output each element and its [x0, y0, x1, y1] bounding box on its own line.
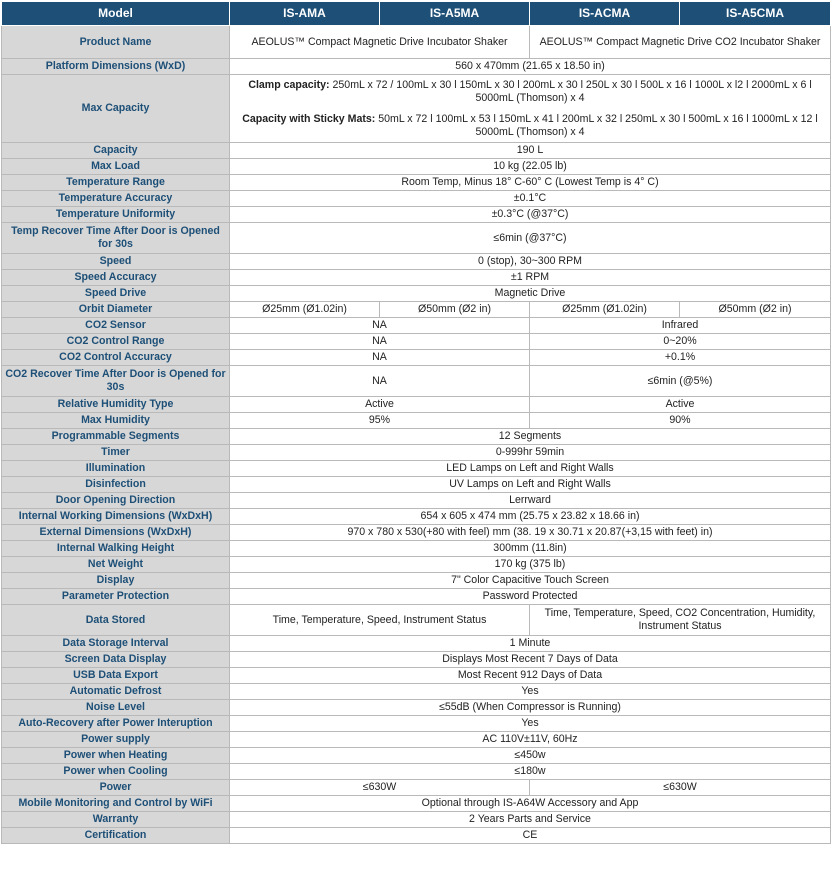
table-row	[2, 668, 831, 684]
table-row	[2, 175, 831, 191]
model-is-a5ma: IS-A5MA	[380, 2, 530, 26]
row-label: Temperature Range	[2, 175, 230, 191]
row-value: Magnetic Drive	[230, 286, 831, 302]
spec-table	[1, 1, 831, 844]
row-value: ±0.1°C	[230, 191, 831, 207]
row-value: 1 Minute	[230, 636, 831, 652]
row-value: ±0.3°C (@37°C)	[230, 207, 831, 223]
row-label: Timer	[2, 445, 230, 461]
row-value: CE	[230, 828, 831, 844]
table-row	[2, 413, 831, 429]
table-row	[2, 477, 831, 493]
row-value: Infrared	[530, 318, 831, 334]
row-label: Automatic Defrost	[2, 684, 230, 700]
table-row	[2, 207, 831, 223]
table-row	[2, 26, 831, 59]
row-value: 12 Segments	[230, 429, 831, 445]
model-is-acma: IS-ACMA	[530, 2, 680, 26]
row-label: Certification	[2, 828, 230, 844]
row-label: Power supply	[2, 732, 230, 748]
row-value: 0 (stop), 30~300 RPM	[230, 254, 831, 270]
table-row	[2, 75, 831, 143]
table-row	[2, 159, 831, 175]
table-row	[2, 557, 831, 573]
table-row	[2, 493, 831, 509]
row-label: Temperature Accuracy	[2, 191, 230, 207]
row-label: Internal Working Dimensions (WxDxH)	[2, 509, 230, 525]
row-label: Speed Drive	[2, 286, 230, 302]
row-label: Temperature Uniformity	[2, 207, 230, 223]
row-label: Data Stored	[2, 605, 230, 636]
row-label: Illumination	[2, 461, 230, 477]
row-value: 970 x 780 x 530(+80 with feel) mm (38. 19 x 30.71 x 20.87(+3,15 with feet) in)	[230, 525, 831, 541]
model-is-ama: IS-AMA	[230, 2, 380, 26]
row-label: CO2 Control Range	[2, 334, 230, 350]
row-label: Relative Humidity Type	[2, 397, 230, 413]
row-label: Noise Level	[2, 700, 230, 716]
row-value: 10 kg (22.05 lb)	[230, 159, 831, 175]
row-label: Parameter Protection	[2, 589, 230, 605]
max-capacity-value	[230, 75, 831, 143]
row-label: Door Opening Direction	[2, 493, 230, 509]
row-value: 560 x 470mm (21.65 x 18.50 in)	[230, 59, 831, 75]
sticky-capacity-value: 50mL x 72 l 100mL x 53 l 150mL x 41 l 200mL x 32 l 250mL x 30 l 500mL x 16 l 1000mL x 12 l 5000mL (Thomson) x 4	[378, 112, 818, 138]
row-value: 95%	[230, 413, 530, 429]
row-value: Room Temp, Minus 18° C-60° C (Lowest Temp is 4° C)	[230, 175, 831, 191]
row-value: +0.1%	[530, 350, 831, 366]
row-label: Product Name	[2, 26, 230, 59]
row-value: 190 L	[230, 143, 831, 159]
row-value: ≤630W	[230, 780, 530, 796]
row-label: Max Capacity	[2, 75, 230, 143]
row-value: NA	[230, 334, 530, 350]
table-row	[2, 764, 831, 780]
table-row	[2, 191, 831, 207]
row-label: Orbit Diameter	[2, 302, 230, 318]
row-value: Active	[230, 397, 530, 413]
sticky-capacity-label: Capacity with Sticky Mats:	[242, 112, 376, 125]
row-value: ≤6min (@5%)	[530, 366, 831, 397]
table-row	[2, 573, 831, 589]
row-label: Disinfection	[2, 477, 230, 493]
row-value: ≤450w	[230, 748, 831, 764]
row-value: 654 x 605 x 474 mm (25.75 x 23.82 x 18.66 in)	[230, 509, 831, 525]
row-label: Power	[2, 780, 230, 796]
table-row	[2, 318, 831, 334]
row-label: External Dimensions (WxDxH)	[2, 525, 230, 541]
table-row	[2, 605, 831, 636]
row-value: Yes	[230, 684, 831, 700]
model-header: Model	[2, 2, 230, 26]
row-label: Internal Walking Height	[2, 541, 230, 557]
row-value: 2 Years Parts and Service	[230, 812, 831, 828]
row-label: CO2 Sensor	[2, 318, 230, 334]
row-value: Lerrward	[230, 493, 831, 509]
row-value: 0-999hr 59min	[230, 445, 831, 461]
table-row	[2, 700, 831, 716]
row-value: UV Lamps on Left and Right Walls	[230, 477, 831, 493]
row-value: AEOLUS™ Compact Magnetic Drive Incubator Shaker	[230, 26, 530, 59]
row-value: ±1 RPM	[230, 270, 831, 286]
row-value: Optional through IS-A64W Accessory and App	[230, 796, 831, 812]
table-row	[2, 716, 831, 732]
row-label: Power when Heating	[2, 748, 230, 764]
row-value: Time, Temperature, Speed, Instrument Status	[230, 605, 530, 636]
row-value: 0~20%	[530, 334, 831, 350]
table-row	[2, 652, 831, 668]
row-label: Mobile Monitoring and Control by WiFi	[2, 796, 230, 812]
table-row	[2, 143, 831, 159]
row-label: Platform Dimensions (WxD)	[2, 59, 230, 75]
row-label: Auto-Recovery after Power Interuption	[2, 716, 230, 732]
row-label: Power when Cooling	[2, 764, 230, 780]
table-row	[2, 254, 831, 270]
table-row	[2, 636, 831, 652]
row-value: Password Protected	[230, 589, 831, 605]
row-value: NA	[230, 318, 530, 334]
table-row	[2, 270, 831, 286]
row-label: Warranty	[2, 812, 230, 828]
table-row	[2, 334, 831, 350]
row-label: Screen Data Display	[2, 652, 230, 668]
table-row	[2, 429, 831, 445]
row-label: Capacity	[2, 143, 230, 159]
row-value: Most Recent 912 Days of Data	[230, 668, 831, 684]
table-row	[2, 302, 831, 318]
row-value: NA	[230, 366, 530, 397]
row-value: NA	[230, 350, 530, 366]
row-value: Active	[530, 397, 831, 413]
clamp-capacity-label: Clamp capacity:	[248, 78, 330, 91]
row-value: Ø50mm (Ø2 in)	[680, 302, 831, 318]
row-label: Data Storage Interval	[2, 636, 230, 652]
table-row	[2, 684, 831, 700]
header-row	[2, 2, 831, 26]
table-row	[2, 828, 831, 844]
row-value: 300mm (11.8in)	[230, 541, 831, 557]
table-row	[2, 525, 831, 541]
row-label: Display	[2, 573, 230, 589]
clamp-capacity-value: 250mL x 72 / 100mL x 30 l 150mL x 30 l 200mL x 30 l 250L x 30 l 500L x 16 l 1000L x l2 l 2000mL x 6 l 5000mL (Thomson) x 4	[332, 78, 812, 104]
table-row	[2, 397, 831, 413]
table-row	[2, 796, 831, 812]
table-row	[2, 223, 831, 254]
row-value: Ø25mm (Ø1.02in)	[530, 302, 680, 318]
row-label: Max Load	[2, 159, 230, 175]
row-value: Ø50mm (Ø2 in)	[380, 302, 530, 318]
table-row	[2, 812, 831, 828]
row-label: Speed	[2, 254, 230, 270]
row-label: Speed Accuracy	[2, 270, 230, 286]
row-value: Yes	[230, 716, 831, 732]
row-label: Max Humidity	[2, 413, 230, 429]
table-row	[2, 541, 831, 557]
table-row	[2, 445, 831, 461]
row-value: 90%	[530, 413, 831, 429]
table-row	[2, 350, 831, 366]
table-row	[2, 461, 831, 477]
clamp-capacity	[233, 79, 827, 105]
row-label: Net Weight	[2, 557, 230, 573]
table-row	[2, 732, 831, 748]
row-value: Time, Temperature, Speed, CO2 Concentration, Humidity, Instrument Status	[530, 605, 831, 636]
table-row	[2, 286, 831, 302]
row-label: USB Data Export	[2, 668, 230, 684]
table-row	[2, 509, 831, 525]
row-value: ≤180w	[230, 764, 831, 780]
row-label: CO2 Control Accuracy	[2, 350, 230, 366]
table-row	[2, 780, 831, 796]
row-value: LED Lamps on Left and Right Walls	[230, 461, 831, 477]
row-value: ≤630W	[530, 780, 831, 796]
table-row	[2, 748, 831, 764]
row-value: AC 110V±11V, 60Hz	[230, 732, 831, 748]
table-row	[2, 366, 831, 397]
row-value: AEOLUS™ Compact Magnetic Drive CO2 Incubator Shaker	[530, 26, 831, 59]
table-row	[2, 589, 831, 605]
row-value: ≤55dB (When Compressor is Running)	[230, 700, 831, 716]
row-label: Temp Recover Time After Door is Opened for 30s	[2, 223, 230, 254]
row-value: 170 kg (375 lb)	[230, 557, 831, 573]
row-value: Displays Most Recent 7 Days of Data	[230, 652, 831, 668]
sticky-capacity	[233, 113, 827, 139]
row-value: 7" Color Capacitive Touch Screen	[230, 573, 831, 589]
model-is-a5cma: IS-A5CMA	[680, 2, 831, 26]
row-value: Ø25mm (Ø1.02in)	[230, 302, 380, 318]
row-value: ≤6min (@37°C)	[230, 223, 831, 254]
table-row	[2, 59, 831, 75]
row-label: Programmable Segments	[2, 429, 230, 445]
row-label: CO2 Recover Time After Door is Opened for 30s	[2, 366, 230, 397]
